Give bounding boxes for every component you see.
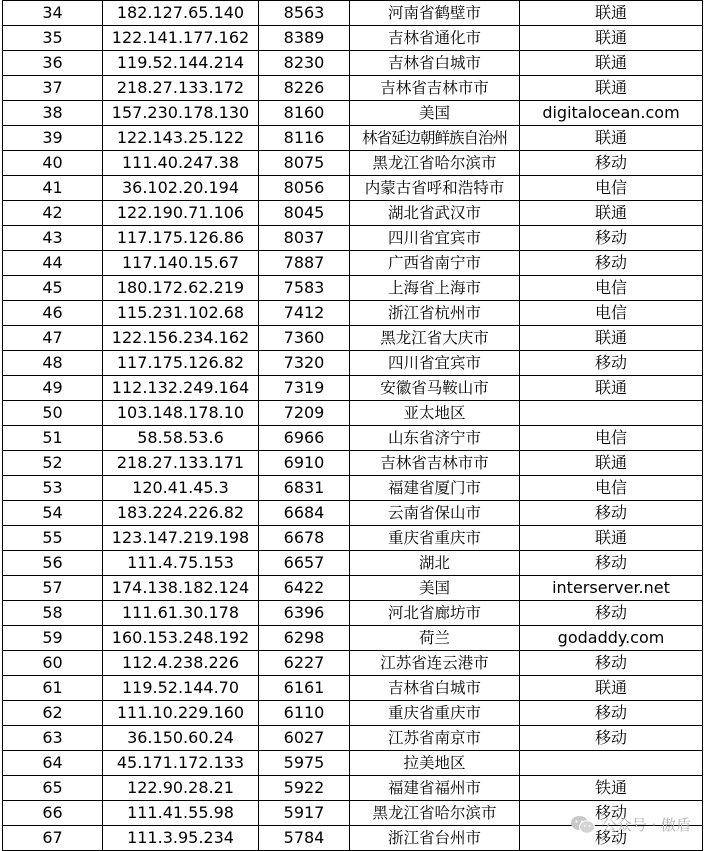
count-cell: 6227	[259, 651, 350, 676]
ip-cell: 112.4.238.226	[103, 651, 259, 676]
isp-cell: 移动	[520, 251, 703, 276]
ip-cell: 111.40.247.38	[103, 151, 259, 176]
ip-cell: 111.4.75.153	[103, 551, 259, 576]
location-cell: 吉林省白城市	[350, 51, 520, 76]
count-cell: 8056	[259, 176, 350, 201]
rank-cell: 48	[3, 351, 103, 376]
location-cell: 河南省鹤壁市	[350, 1, 520, 26]
table-row	[3, 476, 703, 501]
count-cell: 8563	[259, 1, 350, 26]
location-cell: 福建省福州市	[350, 776, 520, 801]
count-cell: 7319	[259, 376, 350, 401]
location-cell: 重庆省重庆市	[350, 701, 520, 726]
table-row	[3, 251, 703, 276]
ip-cell: 122.156.234.162	[103, 326, 259, 351]
isp-cell: 联通	[520, 201, 703, 226]
count-cell: 7209	[259, 401, 350, 426]
table-row	[3, 201, 703, 226]
table-row	[3, 101, 703, 126]
rank-cell: 37	[3, 76, 103, 101]
location-cell: 四川省宜宾市	[350, 226, 520, 251]
rank-cell: 59	[3, 626, 103, 651]
table-row	[3, 701, 703, 726]
isp-cell: 联通	[520, 676, 703, 701]
location-cell: 吉林省吉林市市	[350, 451, 520, 476]
location-cell: 安徽省马鞍山市	[350, 376, 520, 401]
table-row	[3, 76, 703, 101]
isp-cell: 联通	[520, 326, 703, 351]
isp-cell: 电信	[520, 476, 703, 501]
ip-cell: 160.153.248.192	[103, 626, 259, 651]
location-cell: 云南省保山市	[350, 501, 520, 526]
ip-cell: 183.224.226.82	[103, 501, 259, 526]
table-row	[3, 326, 703, 351]
rank-cell: 44	[3, 251, 103, 276]
isp-cell: 联通	[520, 451, 703, 476]
isp-cell: 电信	[520, 426, 703, 451]
count-cell: 5975	[259, 751, 350, 776]
ip-cell: 117.175.126.82	[103, 351, 259, 376]
rank-cell: 40	[3, 151, 103, 176]
table-row	[3, 451, 703, 476]
isp-cell: 电信	[520, 176, 703, 201]
rank-cell: 36	[3, 51, 103, 76]
table-row	[3, 351, 703, 376]
isp-cell: 联通	[520, 76, 703, 101]
count-cell: 6161	[259, 676, 350, 701]
isp-cell: digitalocean.com	[520, 101, 703, 126]
ip-cell: 122.90.28.21	[103, 776, 259, 801]
location-cell: 吉林省白城市	[350, 676, 520, 701]
table-row	[3, 651, 703, 676]
location-cell: 拉美地区	[350, 751, 520, 776]
table-row	[3, 726, 703, 751]
isp-cell: 移动	[520, 651, 703, 676]
isp-cell: 联通	[520, 26, 703, 51]
count-cell: 7320	[259, 351, 350, 376]
location-cell: 亚太地区	[350, 401, 520, 426]
isp-cell: 移动	[520, 826, 703, 851]
table-row	[3, 576, 703, 601]
isp-cell: 联通	[520, 126, 703, 151]
table-row	[3, 126, 703, 151]
rank-cell: 60	[3, 651, 103, 676]
location-cell: 江苏省连云港市	[350, 651, 520, 676]
ip-cell: 218.27.133.171	[103, 451, 259, 476]
location-cell: 湖北	[350, 551, 520, 576]
rank-cell: 54	[3, 501, 103, 526]
table-row	[3, 1, 703, 26]
isp-cell: 移动	[520, 701, 703, 726]
rank-cell: 61	[3, 676, 103, 701]
count-cell: 8075	[259, 151, 350, 176]
location-cell: 黑龙江省大庆市	[350, 326, 520, 351]
rank-cell: 57	[3, 576, 103, 601]
location-cell: 内蒙古省呼和浩特市	[350, 176, 520, 201]
location-cell: 黑龙江省哈尔滨市	[350, 801, 520, 826]
count-cell: 8116	[259, 126, 350, 151]
isp-cell: 联通	[520, 1, 703, 26]
table-row	[3, 626, 703, 651]
watermark	[570, 814, 691, 835]
rank-cell: 65	[3, 776, 103, 801]
location-cell: 湖北省武汉市	[350, 201, 520, 226]
count-cell: 8037	[259, 226, 350, 251]
count-cell: 6966	[259, 426, 350, 451]
count-cell: 6110	[259, 701, 350, 726]
isp-cell: 移动	[520, 801, 703, 826]
ip-cell: 111.10.229.160	[103, 701, 259, 726]
wechat-icon	[570, 815, 596, 835]
count-cell: 8389	[259, 26, 350, 51]
location-cell: 吉林省通化市	[350, 26, 520, 51]
ip-cell: 111.41.55.98	[103, 801, 259, 826]
isp-cell: 联通	[520, 376, 703, 401]
location-cell: 江苏省南京市	[350, 726, 520, 751]
table-row	[3, 401, 703, 426]
ip-cell: 182.127.65.140	[103, 1, 259, 26]
rank-cell: 66	[3, 801, 103, 826]
rank-cell: 53	[3, 476, 103, 501]
table-row	[3, 151, 703, 176]
isp-cell	[520, 401, 703, 426]
ip-cell: 111.3.95.234	[103, 826, 259, 851]
table-row	[3, 376, 703, 401]
isp-cell: 电信	[520, 301, 703, 326]
isp-cell: 联通	[520, 526, 703, 551]
rank-cell: 42	[3, 201, 103, 226]
location-cell: 四川省宜宾市	[350, 351, 520, 376]
ip-cell: 120.41.45.3	[103, 476, 259, 501]
rank-cell: 63	[3, 726, 103, 751]
ip-cell: 103.148.178.10	[103, 401, 259, 426]
location-cell: 浙江省杭州市	[350, 301, 520, 326]
rank-cell: 51	[3, 426, 103, 451]
location-cell: 林省延边朝鲜族自治州	[350, 126, 520, 151]
ip-cell: 117.175.126.86	[103, 226, 259, 251]
location-cell: 福建省厦门市	[350, 476, 520, 501]
rank-cell: 64	[3, 751, 103, 776]
table-row	[3, 176, 703, 201]
ip-cell: 122.141.177.162	[103, 26, 259, 51]
ip-cell: 157.230.178.130	[103, 101, 259, 126]
location-cell: 广西省南宁市	[350, 251, 520, 276]
rank-cell: 47	[3, 326, 103, 351]
location-cell: 重庆省重庆市	[350, 526, 520, 551]
ip-cell: 58.58.53.6	[103, 426, 259, 451]
table-row	[3, 501, 703, 526]
table-row	[3, 601, 703, 626]
ip-cell: 119.52.144.214	[103, 51, 259, 76]
count-cell: 6298	[259, 626, 350, 651]
count-cell: 5784	[259, 826, 350, 851]
ip-cell: 174.138.182.124	[103, 576, 259, 601]
count-cell: 6657	[259, 551, 350, 576]
table-row	[3, 551, 703, 576]
rank-cell: 52	[3, 451, 103, 476]
isp-cell: 移动	[520, 601, 703, 626]
table-row	[3, 776, 703, 801]
ip-cell: 117.140.15.67	[103, 251, 259, 276]
count-cell: 8045	[259, 201, 350, 226]
table-row	[3, 526, 703, 551]
isp-cell: 移动	[520, 351, 703, 376]
count-cell: 5917	[259, 801, 350, 826]
count-cell: 6684	[259, 501, 350, 526]
location-cell: 黑龙江省哈尔滨市	[350, 151, 520, 176]
rank-cell: 35	[3, 26, 103, 51]
location-cell: 美国	[350, 576, 520, 601]
ip-cell: 122.190.71.106	[103, 201, 259, 226]
ip-cell: 180.172.62.219	[103, 276, 259, 301]
rank-cell: 56	[3, 551, 103, 576]
count-cell: 8160	[259, 101, 350, 126]
table-row	[3, 676, 703, 701]
rank-cell: 38	[3, 101, 103, 126]
count-cell: 7887	[259, 251, 350, 276]
ip-cell: 123.147.219.198	[103, 526, 259, 551]
isp-cell: 铁通	[520, 776, 703, 801]
isp-cell: 联通	[520, 51, 703, 76]
isp-cell: 移动	[520, 501, 703, 526]
count-cell: 7412	[259, 301, 350, 326]
table-row	[3, 276, 703, 301]
location-cell: 美国	[350, 101, 520, 126]
count-cell: 6678	[259, 526, 350, 551]
rank-cell: 55	[3, 526, 103, 551]
location-cell: 上海省上海市	[350, 276, 520, 301]
count-cell: 8226	[259, 76, 350, 101]
ip-cell: 36.102.20.194	[103, 176, 259, 201]
table-row	[3, 301, 703, 326]
rank-cell: 67	[3, 826, 103, 851]
count-cell: 7360	[259, 326, 350, 351]
count-cell: 7583	[259, 276, 350, 301]
rank-cell: 49	[3, 376, 103, 401]
isp-cell: 移动	[520, 726, 703, 751]
isp-cell	[520, 751, 703, 776]
watermark-text: 公众号 · 傲盾	[601, 816, 691, 834]
count-cell: 6831	[259, 476, 350, 501]
isp-cell: godaddy.com	[520, 626, 703, 651]
rank-cell: 58	[3, 601, 103, 626]
location-cell: 荷兰	[350, 626, 520, 651]
ip-cell: 119.52.144.70	[103, 676, 259, 701]
ip-cell: 122.143.25.122	[103, 126, 259, 151]
count-cell: 8230	[259, 51, 350, 76]
isp-cell: interserver.net	[520, 576, 703, 601]
ip-cell: 45.171.172.133	[103, 751, 259, 776]
table-row	[3, 226, 703, 251]
count-cell: 6422	[259, 576, 350, 601]
table-row	[3, 26, 703, 51]
rank-cell: 41	[3, 176, 103, 201]
location-cell: 山东省济宁市	[350, 426, 520, 451]
rank-cell: 62	[3, 701, 103, 726]
rank-cell: 45	[3, 276, 103, 301]
table-row	[3, 426, 703, 451]
isp-cell: 移动	[520, 226, 703, 251]
ip-cell: 115.231.102.68	[103, 301, 259, 326]
rank-cell: 50	[3, 401, 103, 426]
count-cell: 6910	[259, 451, 350, 476]
rank-cell: 39	[3, 126, 103, 151]
location-cell: 浙江省台州市	[350, 826, 520, 851]
table-row	[3, 751, 703, 776]
ip-ranking-table	[2, 0, 703, 851]
ip-cell: 111.61.30.178	[103, 601, 259, 626]
location-cell: 河北省廊坊市	[350, 601, 520, 626]
isp-cell: 电信	[520, 276, 703, 301]
isp-cell: 移动	[520, 551, 703, 576]
count-cell: 6396	[259, 601, 350, 626]
ip-cell: 218.27.133.172	[103, 76, 259, 101]
ip-cell: 112.132.249.164	[103, 376, 259, 401]
isp-cell: 移动	[520, 151, 703, 176]
rank-cell: 46	[3, 301, 103, 326]
ip-cell: 36.150.60.24	[103, 726, 259, 751]
rank-cell: 43	[3, 226, 103, 251]
rank-cell: 34	[3, 1, 103, 26]
count-cell: 6027	[259, 726, 350, 751]
table-body	[3, 1, 703, 851]
location-cell: 吉林省吉林市市	[350, 76, 520, 101]
count-cell: 5922	[259, 776, 350, 801]
table-row	[3, 51, 703, 76]
